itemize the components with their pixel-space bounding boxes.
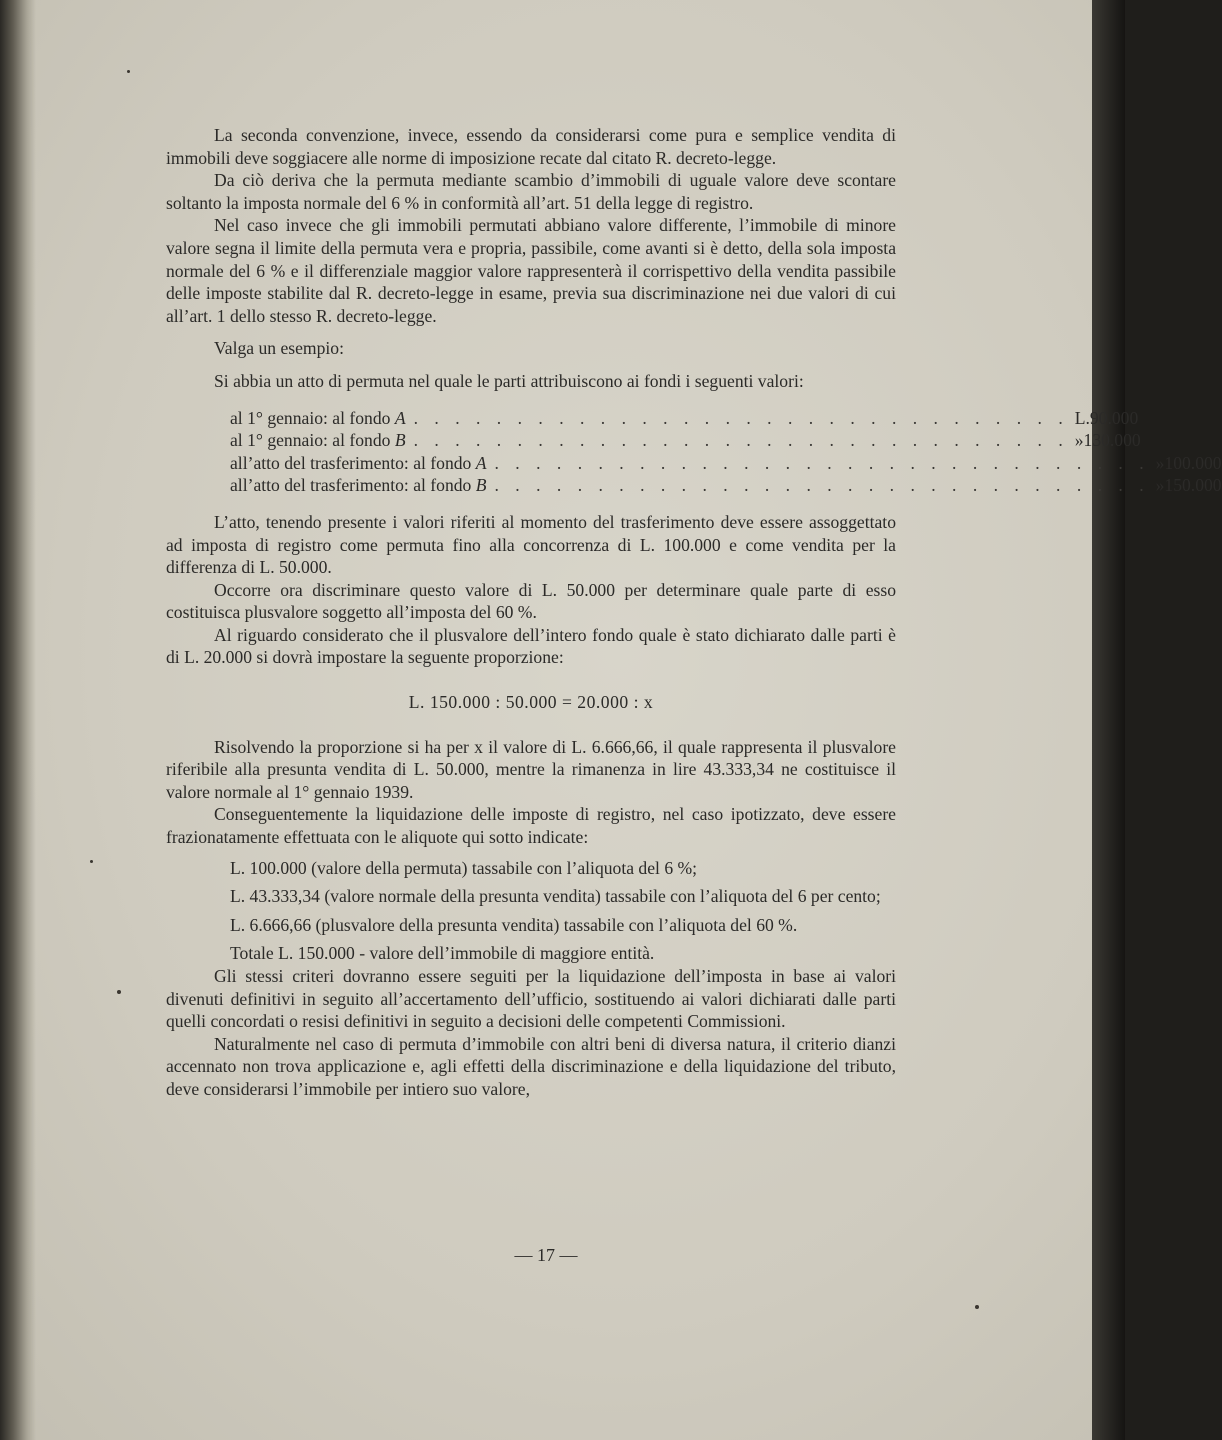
- page-number: — 17 —: [514, 1245, 578, 1265]
- list-item: [166, 429, 1141, 452]
- rates-list: [166, 857, 896, 965]
- paragraph: Da ciò deriva che la permuta mediante scambio d’immobili di uguale valore deve scontare soltanto la imposta normale del 6 % in conformità all’art. 51 della legge di registro.: [166, 170, 896, 213]
- binding-shadow: [0, 0, 36, 1440]
- paper-speck: [90, 860, 93, 863]
- dot-leader: . . . . . . . . . . . . . . . . . . . . . . . . . . . . . . . .: [494, 475, 1150, 496]
- amount: 130.000: [1083, 430, 1141, 451]
- paragraph: Risolvendo la proporzione si ha per x il valore di L. 6.666,66, il quale rappresenta il plusvalore riferibile alla presunta vendita di L. 50.000, mentre la rimanenza in lire 43.333,34 ne costituisce il valore normale al 1° gennaio 1939.: [166, 736, 896, 802]
- paragraph: L’atto, tenendo presente i valori riferiti al momento del trasferimento deve essere assoggettato ad imposta di registro come permuta fino alla concorrenza di L. 100.000 e come vendita per la differenza di L. 50.000.: [166, 511, 896, 578]
- list-item: [166, 407, 1139, 430]
- list-item: [166, 474, 1222, 497]
- list-item-label: all’atto del trasferimento: al fondo: [230, 475, 472, 496]
- fondo-letter: A: [475, 452, 487, 473]
- paragraph: Gli stessi criteri dovranno essere seguiti per la liquidazione dell’imposta in base ai valori divenuti definitivi in seguito all’accertamento dell’ufficio, sostituendo ai valori dichiarati dalle parti quelli concordati o resisi definitivi in seguito a decisioni delle competenti Commissioni.: [166, 966, 896, 1032]
- paragraph: Nel caso invece che gli immobili permutati abbiano valore differente, l’immobile di minore valore segna il limite della permuta vera e propria, passibile, come avanti si è detto, della sola imposta normale del 6 % e il differenziale maggior valore rappresenterà il corrispettivo della vendita passibile delle imposte stabilite dal R. decreto-legge in esame, previa sua discriminazione nei due valori di cui all’art. 1 dello stesso R. decreto-legge.: [166, 215, 896, 326]
- list-item-label: al 1° gennaio: al fondo: [230, 407, 391, 428]
- rate-item: L. 6.666,66 (plusvalore della presunta vendita) tassabile con l’aliquota del 60 %.: [230, 914, 798, 935]
- paragraph: Occorre ora discriminare questo valore di L. 50.000 per determinare quale parte di esso costituisca plusvalore soggetto all’imposta del 60 %.: [166, 579, 896, 623]
- fondo-letter: B: [394, 430, 406, 451]
- paragraph: La seconda convenzione, invece, essendo da considerarsi come pura e semplice vendita di immobili deve soggiacere alle norme di imposizione recate dal citato R. decreto-legge.: [166, 125, 896, 168]
- paper-speck: [117, 990, 121, 994]
- page-edge: [1092, 0, 1125, 1440]
- dot-leader: . . . . . . . . . . . . . . . . . . . . . . . . . . . . . . . .: [413, 430, 1069, 451]
- currency: »: [1155, 475, 1165, 496]
- dot-leader: . . . . . . . . . . . . . . . . . . . . . . . . . . . . . . . .: [413, 407, 1069, 428]
- list-item-label: all’atto del trasferimento: al fondo: [230, 452, 472, 473]
- amount: 150.000: [1164, 475, 1222, 496]
- values-list: [166, 407, 1222, 497]
- rate-item: L. 100.000 (valore della permuta) tassabile con l’aliquota del 6 %;: [230, 857, 698, 878]
- paragraph: Al riguardo considerato che il plusvalore dell’intero fondo quale è stato dichiarato dalle parti è di L. 20.000 si dovrà impostare la seguente proporzione:: [166, 624, 896, 668]
- paper-speck: [975, 1305, 979, 1309]
- paper-speck: [127, 70, 130, 73]
- amount: 100.000: [1164, 452, 1222, 473]
- rate-item: L. 43.333,34 (valore normale della presunta vendita) tassabile con l’aliquota del 6 per cento;: [230, 886, 881, 907]
- fondo-letter: B: [475, 475, 487, 496]
- currency: »: [1155, 452, 1165, 473]
- paragraph: Valga un esempio:: [214, 338, 344, 359]
- dot-leader: . . . . . . . . . . . . . . . . . . . . . . . . . . . . . . . .: [494, 452, 1150, 473]
- body-text: [166, 124, 1222, 1101]
- paragraph: Conseguentemente la liquidazione delle imposte di registro, nel caso ipotizzato, deve essere frazionatamente effettuata con le aliquote qui sotto indicate:: [166, 804, 896, 848]
- currency: »: [1074, 430, 1084, 451]
- rate-item: Totale L. 150.000 - valore dell’immobile di maggiore entità.: [230, 943, 655, 964]
- fondo-letter: A: [394, 407, 406, 428]
- currency: L.: [1074, 407, 1090, 428]
- paragraph: Si abbia un atto di permuta nel quale le parti attribuiscono ai fondi i seguenti valori:: [214, 370, 804, 391]
- list-item: [166, 452, 1222, 475]
- proportion-formula: L. 150.000 : 50.000 = 20.000 : x: [408, 692, 654, 713]
- list-item-label: al 1° gennaio: al fondo: [230, 430, 391, 451]
- paragraph: Naturalmente nel caso di permuta d’immobile con altri beni di diversa natura, il criterio dianzi accennato non trova applicazione e, agli effetti della discriminazione e della liquidazione del tributo, deve considerarsi l’immobile per intiero suo valore,: [166, 1033, 896, 1099]
- amount: 90.000: [1089, 407, 1139, 428]
